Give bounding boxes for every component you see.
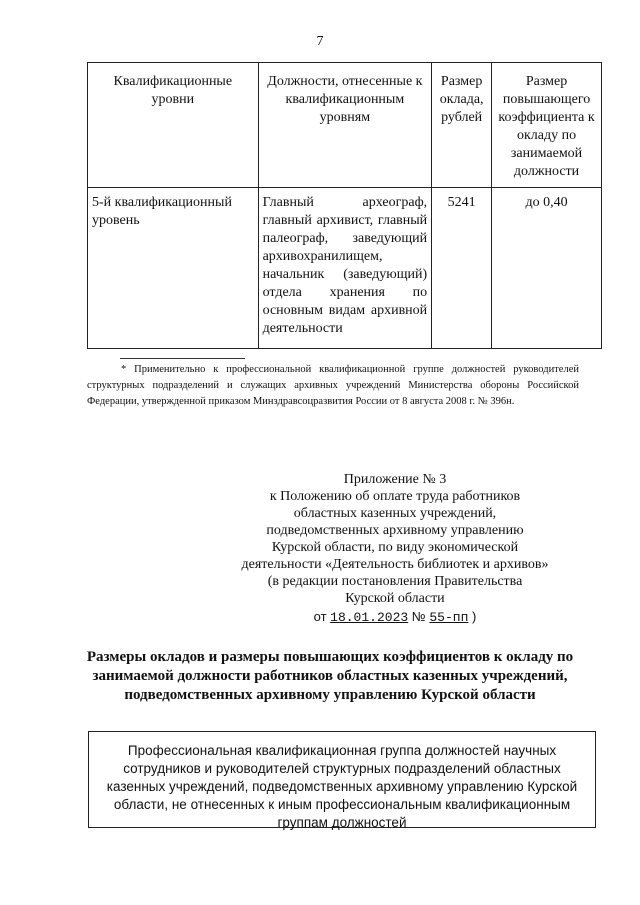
appendix-line: Курской области, по виду экономической (271, 540, 519, 555)
date-prefix: от (313, 609, 327, 624)
cell-positions: Главный археограф, главный архивист, главный палеограф, заведующий архивохранилищем, начальник (заведующий) отдела хранения по основным видам архивной деятельности (258, 188, 432, 349)
appendix-block (225, 471, 565, 626)
appendix-line: деятельности «Деятельность библиотек и архивов» (241, 557, 549, 572)
appendix-line: областных казенных учреждений, (293, 506, 497, 521)
salary-table (87, 62, 602, 349)
qualification-group-box (88, 731, 596, 828)
cell-salary: 5241 (432, 188, 492, 349)
header-coefficient: Размер повышающего коэффициента к окладу по занимаемой должности (492, 63, 602, 188)
header-levels: Квалификационные уровни (88, 63, 259, 188)
resolution-date: 18.01.2023 (330, 610, 409, 625)
closing-paren: ) (472, 609, 477, 624)
appendix-date-line (225, 608, 565, 626)
number-prefix: № (411, 609, 426, 624)
table-header-row (88, 63, 602, 188)
cell-coefficient: до 0,40 (492, 188, 602, 349)
header-salary: Размер оклада, рублей (432, 63, 492, 188)
header-positions: Должности, отнесенные к квалификационным уровням (258, 63, 432, 188)
cell-level: 5-й квалификационный уровень (88, 188, 259, 349)
page-number: 7 (316, 34, 324, 49)
appendix-line: к Положению об оплате труда работников (269, 489, 521, 504)
footnote-divider (120, 358, 245, 359)
footnote: * Применительно к профессиональной квалификационной группе должностей руководителей структурных подразделений и служащих архивных учреждений Министерства обороны Российской Федерации, утвержденной приказом Минздравсоцразвития России от 8 августа 2008 г. № 396н. (87, 364, 579, 407)
appendix-line: (в редакции постановления Правительства (267, 574, 523, 589)
appendix-line: Курской области (345, 591, 445, 606)
appendix-line: Приложение № 3 (343, 472, 447, 487)
qualification-group-text: Профессиональная квалификационная группа должностей научных сотрудников и руководителей структурных подразделений областных казенных учреждений, подведомственных архивному управлению Курской области, не отнесенных к иным профессиональным квалификационным группам должностей (106, 743, 578, 830)
resolution-number: 55-пп (429, 610, 469, 625)
appendix-line: подведомственных архивному управлению (266, 523, 524, 538)
table-row (88, 188, 602, 349)
document-heading: Размеры окладов и размеры повышающих коэффициентов к окладу по занимаемой должности работников областных казенных учреждений, подведомственных архивному управлению Курской области (86, 649, 574, 703)
